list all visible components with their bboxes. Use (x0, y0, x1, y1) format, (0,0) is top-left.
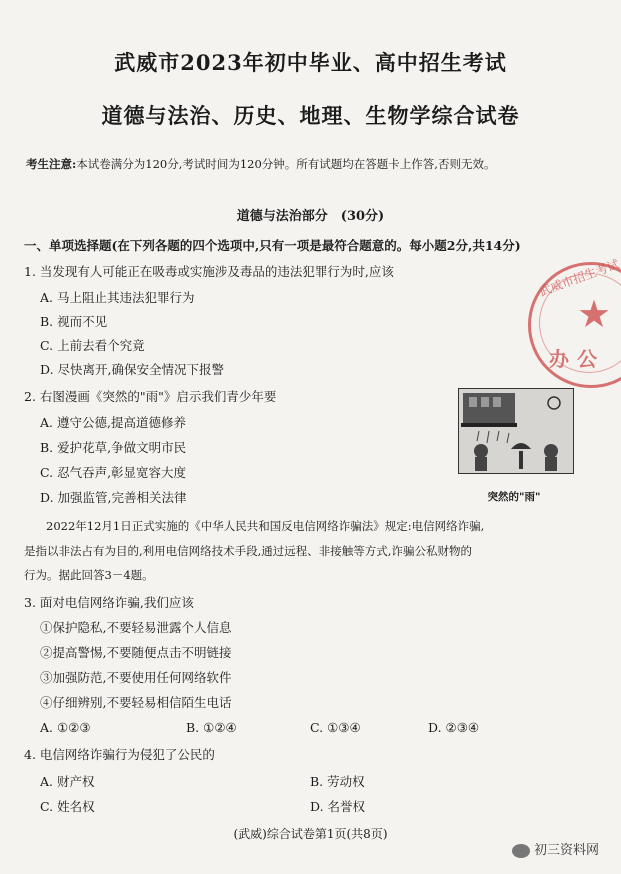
question-1-stem: 1. 当发现有人可能正在吸毒或实施涉及毒品的违法犯罪行为时,应该 (24, 264, 394, 279)
question-3-statement-2: ②提高警惕,不要随便点击不明链接 (40, 645, 232, 660)
comic-image (458, 388, 574, 474)
question-2-stem: 2. 右图漫画《突然的"雨"》启示我们青少年要 (24, 389, 277, 404)
question-2-option-d: D. 加强监管,完善相关法律 (40, 490, 187, 505)
question-3-statement-1: ①保护隐私,不要轻易泄露个人信息 (40, 620, 232, 635)
section-title: 道德与法治部分 (30分) (236, 209, 385, 224)
watermark-text: 初三资料网 (534, 843, 600, 858)
question-2-option-b: B. 爱护花草,争做文明市民 (40, 440, 187, 455)
question-1-option-c: C. 上前去看个究竟 (40, 338, 145, 353)
official-stamp (528, 257, 621, 388)
passage-line-2: 是指以非法占有为目的,利用电信网络技术手段,通过远程、非接触等方式,诈骗公私财物的 (24, 544, 472, 558)
question-4-choice-a: A. 财产权 (40, 774, 95, 789)
page-footer: (武威)综合试卷第1页(共8页) (233, 827, 388, 841)
question-3-choice-d: D. ②③④ (428, 720, 480, 735)
notice-text: 本试卷满分为120分,考试时间为120分钟。所有试题均在答题卡上作答,否则无效。 (76, 157, 496, 171)
comic-illustration (459, 389, 573, 473)
question-3-choice-b: B. ①②④ (186, 720, 237, 735)
question-1-option-a: A. 马上阻止其违法犯罪行为 (40, 290, 195, 305)
passage-line-3: 行为。据此回答3－4题。 (24, 568, 154, 582)
question-2-option-a: A. 遵守公德,提高道德修养 (40, 415, 186, 430)
stamp-office-text: 办公 (549, 347, 605, 371)
stamp-arc-text: 武威市招生考试 (537, 257, 621, 299)
question-1-option-b: B. 视而不见 (40, 314, 108, 329)
exam-notice (26, 156, 495, 172)
section-instruction: 一、单项选择题(在下列各题的四个选项中,只有一项是最符合题意的。每小题2分,共14分) (24, 238, 521, 253)
wechat-icon (512, 844, 530, 858)
question-4-choice-b: B. 劳动权 (310, 774, 365, 789)
watermark (512, 839, 599, 858)
question-3-choice-c: C. ①③④ (310, 720, 361, 735)
passage-line-1: 2022年12月1日正式实施的《中华人民共和国反电信网络诈骗法》规定:电信网络诈骗, (46, 519, 485, 533)
question-3-statement-4: ④仔细辨别,不要轻易相信陌生电话 (40, 695, 232, 710)
question-4-stem: 4. 电信网络诈骗行为侵犯了公民的 (24, 747, 215, 762)
question-3-stem: 3. 面对电信网络诈骗,我们应该 (24, 595, 194, 610)
question-4-choice-d: D. 名誉权 (310, 799, 366, 814)
exam-subtitle: 道德与法治、历史、地理、生物学综合试卷 (101, 103, 520, 128)
comic-caption: 突然的"雨" (487, 491, 541, 503)
question-1-option-d: D. 尽快离开,确保安全情况下报警 (40, 362, 224, 377)
exam-title: 武威市2023年初中毕业、高中招生考试 (114, 50, 507, 75)
question-3-choice-a: A. ①②③ (40, 720, 91, 735)
notice-label: 考生注意: (26, 157, 77, 171)
star-icon: ★ (577, 292, 612, 336)
question-2-option-c: C. 忍气吞声,彰显宽容大度 (40, 465, 187, 480)
question-3-statement-3: ③加强防范,不要使用任何网络软件 (40, 670, 232, 685)
question-4-choice-c: C. 姓名权 (40, 799, 95, 814)
